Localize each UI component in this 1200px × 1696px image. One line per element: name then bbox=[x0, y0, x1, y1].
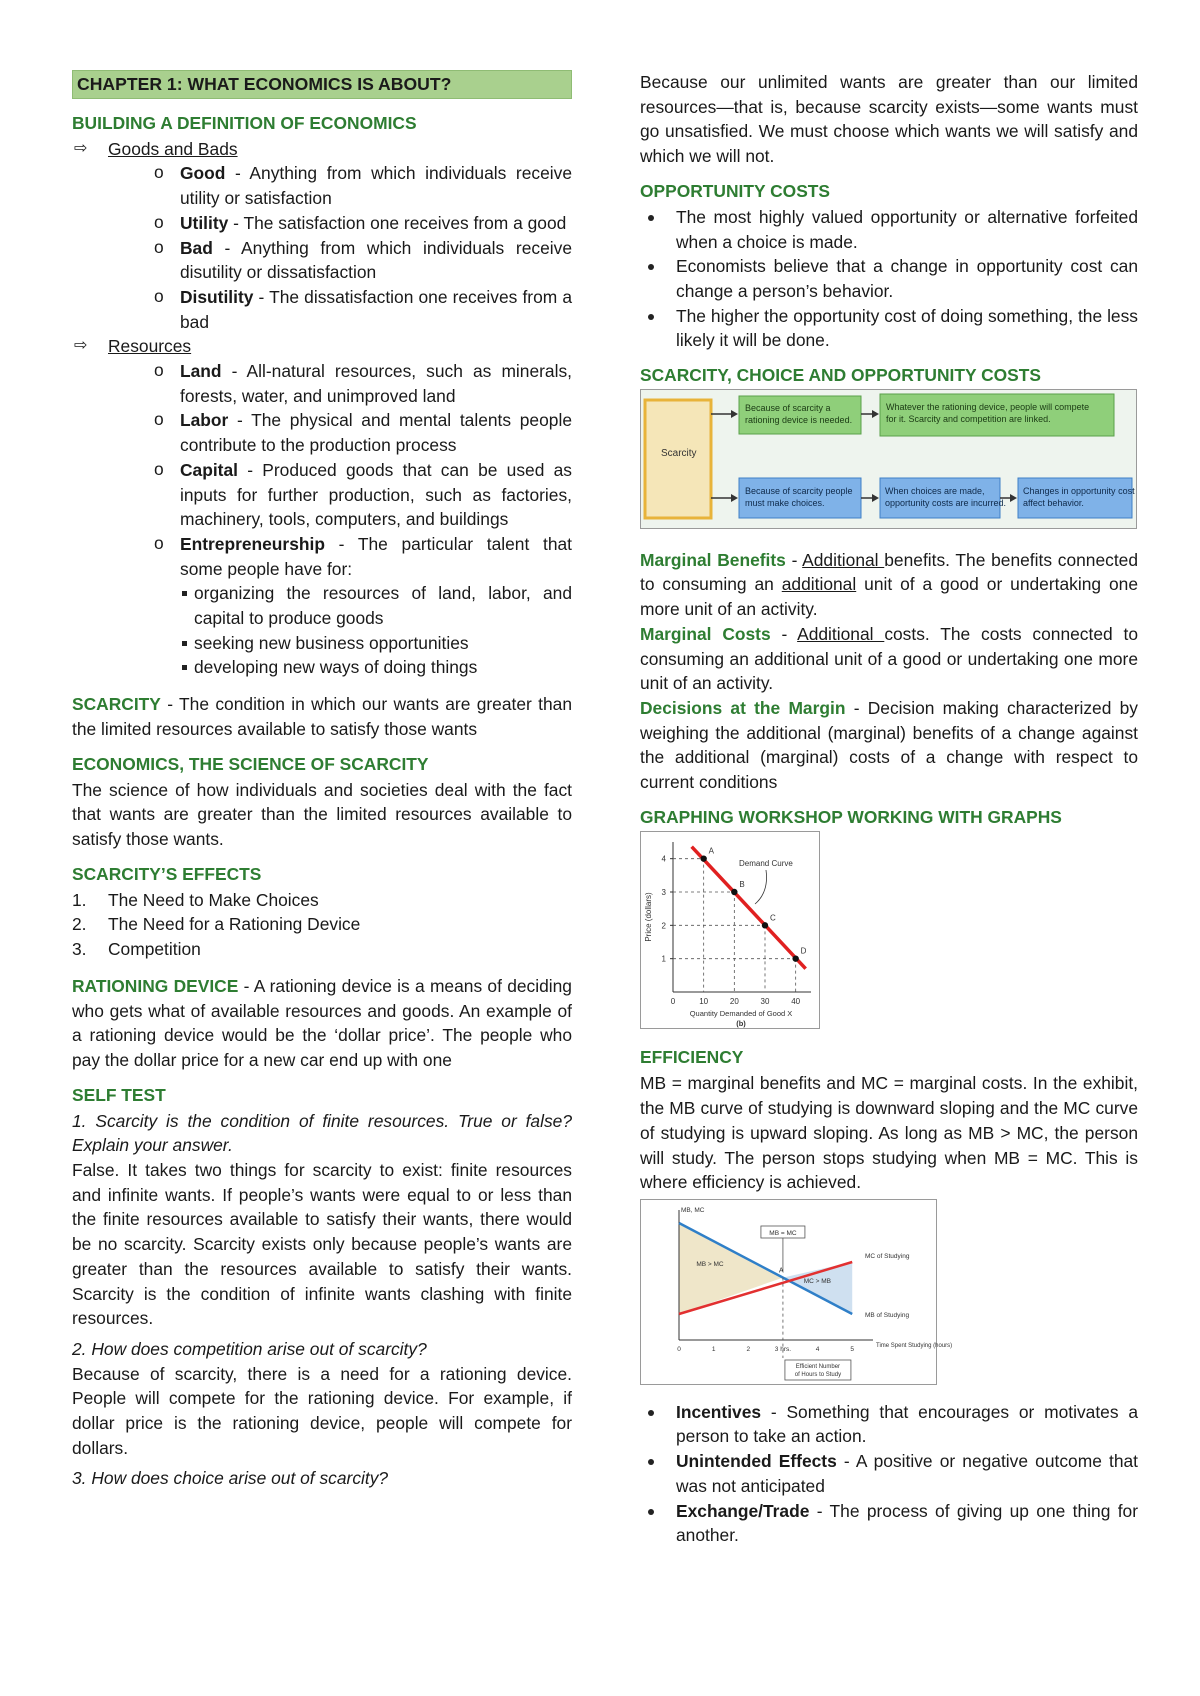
list-item: o Good - Anything from which individuals receive utility or satisfaction bbox=[154, 162, 572, 209]
question-3: 3. How does choice arise out of scarcity? bbox=[72, 1468, 389, 1489]
scarcity-effects-heading: SCARCITY’S EFFECTS bbox=[72, 863, 262, 884]
x-tick-label: 4 bbox=[815, 1345, 820, 1353]
answer-2: Because of scarcity, there is a need for a rationing device. People will compete for the rationing device. For example, if dollar price is the rationing device, people will compete for dollars. bbox=[72, 1363, 572, 1458]
x-tick-label: 10 bbox=[699, 996, 709, 1006]
efficiency-heading: EFFICIENCY bbox=[640, 1047, 744, 1068]
y-tick-label: 3 bbox=[661, 887, 666, 897]
final-terms-list bbox=[640, 1400, 1138, 1548]
right-column bbox=[640, 70, 1138, 1548]
scarcity-flow-diagram bbox=[640, 389, 1137, 529]
flow-text: Changes in opportunity cost bbox=[1023, 486, 1135, 497]
y-tick-label: 4 bbox=[661, 854, 666, 864]
circle-bullet-icon: o bbox=[154, 285, 164, 306]
flow-text: rationing device is needed. bbox=[745, 415, 853, 426]
list-item: Incentives - Something that encourages or motivates a person to take an action. bbox=[640, 1400, 1138, 1449]
decisions-margin-definition: Decisions at the Margin - Decision making characterized by weighing the additional (marginal) benefits of a change against the additional (marginal) costs of a change with respect to current conditions bbox=[640, 697, 1138, 793]
efficient-label-line: Efficient Number bbox=[795, 1363, 841, 1370]
mc-gt-mb-label: MC > MB bbox=[803, 1277, 831, 1285]
annotation-arrow bbox=[755, 870, 767, 904]
demand-curve-chart bbox=[640, 831, 820, 1029]
demand-curve-annotation: Demand Curve bbox=[739, 858, 793, 868]
flow-text: opportunity costs are incurred. bbox=[885, 498, 1007, 509]
x-tick-label: 3 hrs. bbox=[774, 1345, 792, 1353]
mc-gt-mb-region bbox=[783, 1262, 852, 1314]
list-item: o Disutility - The dissatisfaction one receives from a bad bbox=[154, 285, 572, 332]
arrow-right-icon: ⇨ bbox=[74, 139, 88, 157]
flow-text: Because of scarcity people bbox=[745, 486, 853, 497]
x-tick-label: 20 bbox=[729, 996, 739, 1006]
list-item: 1. The Need to Make Choices bbox=[72, 889, 319, 910]
flow-box-scarcity bbox=[645, 400, 711, 518]
list-item: Unintended Effects - A positive or negative outcome that was not anticipated bbox=[640, 1449, 1138, 1498]
mb-gt-mc-label: MB > MC bbox=[696, 1260, 724, 1268]
data-point bbox=[700, 855, 706, 861]
marginal-costs-definition: Marginal Costs - Additional costs. The costs connected to consuming an additional unit of a good or undertaking one more unit of an activity. bbox=[640, 623, 1138, 694]
economics-science-heading: ECONOMICS, THE SCIENCE OF SCARCITY bbox=[72, 753, 429, 774]
mb-eq-mc-label: MB = MC bbox=[769, 1229, 797, 1237]
y-tick-label: 1 bbox=[661, 954, 666, 964]
circle-bullet-icon: o bbox=[154, 211, 164, 232]
x-tick-label: 0 bbox=[677, 1345, 681, 1353]
x-tick-label: 40 bbox=[791, 996, 801, 1006]
list-item: o Bad - Anything from which individuals receive disutility or dissatisfaction bbox=[154, 236, 572, 283]
list-item: o Entrepreneurship - The particular talent that some people have for: organizing the resources of land, labor, and capital to produce goods seeking new business opportunities developing new ways of doing things bbox=[152, 532, 572, 680]
x-axis-label: Quantity Demanded of Good X bbox=[689, 1008, 793, 1018]
entrepreneurship-sublist bbox=[180, 581, 572, 680]
flow-text: Because of scarcity a bbox=[745, 403, 831, 414]
goods-list bbox=[108, 161, 572, 334]
flow-text: must make choices. bbox=[745, 498, 825, 509]
mc-curve-label: MC of Studying bbox=[865, 1252, 910, 1260]
economics-science-text: The science of how individuals and societies deal with the fact that wants are greater than the limited resources available to satisfy those wants. bbox=[72, 779, 572, 849]
list-item: Economists believe that a change in opportunity cost can change a person’s behavior. bbox=[640, 254, 1138, 303]
list-item: o Utility - The satisfaction one receives from a good bbox=[154, 211, 567, 233]
chapter-title: CHAPTER 1: WHAT ECONOMICS IS ABOUT? bbox=[72, 70, 572, 99]
y-tick-label: 2 bbox=[661, 921, 666, 931]
efficient-label-line: of Hours to Study bbox=[794, 1371, 842, 1378]
list-item: o Capital - Produced goods that can be used as inputs for further production, such as factories, machinery, tools, computers, and buildings bbox=[154, 458, 572, 530]
flow-text: affect behavior. bbox=[1023, 498, 1084, 509]
list-item: developing new ways of doing things bbox=[180, 655, 572, 680]
point-label: C bbox=[770, 913, 776, 923]
list-item: seeking new business opportunities bbox=[180, 631, 572, 656]
question-1: 1. Scarcity is the condition of finite resources. True or false? Explain your answer. bbox=[72, 1110, 572, 1156]
opportunity-costs-list bbox=[640, 205, 1138, 353]
x-tick-label: 0 bbox=[670, 996, 676, 1006]
scarcity-definition: SCARCITY - The condition in which our wants are greater than the limited resources available to satisfy those wants bbox=[72, 694, 572, 739]
flow-text: for it. Scarcity and competition are linked. bbox=[886, 414, 1051, 425]
goods-and-bads-item: ⇨ Goods and Bads o Good - Anything from which individuals receive utility or satisfaction o Utility - The satisfaction one receives from a good o Bad - Anything from which individuals receive disutility or dissatisfaction o Disutility - The dissatisfaction one receives from a bad bbox=[72, 137, 572, 335]
y-axis-label: MB, MC bbox=[681, 1206, 705, 1214]
x-axis-label: Time Spent Studying (hours) bbox=[876, 1342, 953, 1349]
chart-caption: (b) bbox=[736, 1018, 746, 1028]
self-test-heading: SELF TEST bbox=[72, 1084, 166, 1105]
list-item: 2. The Need for a Rationing Device bbox=[72, 914, 361, 935]
mb-curve-label: MB of Studying bbox=[865, 1311, 910, 1319]
left-column bbox=[72, 70, 572, 1491]
data-point bbox=[731, 889, 737, 895]
circle-bullet-icon: o bbox=[154, 409, 164, 430]
list-item: 3. Competition bbox=[72, 939, 201, 960]
x-tick-label: 1 bbox=[711, 1345, 716, 1353]
intro-paragraph: Because our unlimited wants are greater than our limited resources—that is, because scarcity exists—some wants must go unsatisfied. We must choose which wants we will satisfy and which we will not. bbox=[640, 72, 1138, 167]
circle-bullet-icon: o bbox=[154, 458, 164, 479]
flow-text: Whatever the rationing device, people will compete bbox=[886, 402, 1090, 413]
efficient-point-label: A bbox=[778, 1267, 784, 1275]
arrow-right-icon: ⇨ bbox=[74, 337, 88, 355]
circle-bullet-icon: o bbox=[154, 360, 164, 381]
point-label: D bbox=[800, 946, 807, 956]
x-tick-label: 2 bbox=[746, 1345, 751, 1353]
list-item: organizing the resources of land, labor, and capital to produce goods bbox=[180, 581, 572, 630]
circle-bullet-icon: o bbox=[154, 162, 164, 183]
circle-bullet-icon: o bbox=[154, 236, 164, 257]
y-axis-label: Price (dollars) bbox=[644, 892, 653, 942]
graphing-workshop-heading: GRAPHING WORKSHOP WORKING WITH GRAPHS bbox=[640, 806, 1062, 827]
opportunity-costs-heading: OPPORTUNITY COSTS bbox=[640, 180, 831, 201]
rationing-device-definition: RATIONING DEVICE - A rationing device is a means of deciding who gets what of available resources and goods. An example of a rationing device would be the ‘dollar price’. The people who pay the dollar price for a new car end up with one bbox=[72, 975, 572, 1070]
building-definition-heading: BUILDING A DEFINITION OF ECONOMICS bbox=[72, 112, 417, 133]
mb-mc-chart bbox=[640, 1199, 953, 1385]
resources-item: ⇨ Resources o Land - All-natural resources, such as minerals, forests, water, and unimproved land o Labor - The physical and mental talents people contribute to the production process o Capital - Produced goods that can be used as inputs for further production, such as factories, machinery, tools, computers, and buildings o Entrepreneurship - The particular talent that some people have for: organizing the resources of land, labor, and capital to produce goods seeking new business opportunities developing new ways of doing things bbox=[72, 334, 572, 680]
x-tick-label: 30 bbox=[760, 996, 770, 1006]
scarcity-effects-list bbox=[72, 888, 572, 962]
scarcity-choice-heading: SCARCITY, CHOICE AND OPPORTUNITY COSTS bbox=[640, 365, 1041, 386]
data-point bbox=[762, 922, 768, 928]
marginal-benefits-definition: Marginal Benefits - Additional benefits. The benefits connected to consuming an additional unit of a good or undertaking one more unit of an activity. bbox=[640, 549, 1139, 620]
x-tick-label: 5 bbox=[850, 1345, 855, 1353]
point-label: A bbox=[708, 846, 715, 856]
efficiency-text: MB = marginal benefits and MC = marginal costs. In the exhibit, the MB curve of studying is downward sloping and the MC curve of studying is upward sloping. As long as MB > MC, the person will study. The person stops studying when MB = MC. This is where efficiency is achieved. bbox=[640, 1073, 1138, 1193]
list-item: The higher the opportunity cost of doing something, the less likely it will be done. bbox=[640, 304, 1138, 353]
definition-list bbox=[72, 137, 572, 680]
list-item: Exchange/Trade - The process of giving up one thing for another. bbox=[640, 1499, 1138, 1548]
flow-text: When choices are made, bbox=[885, 486, 985, 497]
flow-scarcity-label: Scarcity bbox=[661, 448, 697, 460]
point-label: B bbox=[739, 879, 745, 889]
list-item: o Land - All-natural resources, such as minerals, forests, water, and unimproved land bbox=[154, 360, 572, 406]
question-2: 2. How does competition arise out of scarcity? bbox=[72, 1338, 427, 1359]
resources-list bbox=[108, 359, 572, 680]
answer-1: False. It takes two things for scarcity to exist: finite resources and infinite wants. If people’s wants were equal to or less than the finite resources available to satisfy their wants, there would be no scarcity. Scarcity exists only because people’s wants are greater than the resources available to satisfy their wants. Scarcity is the condition of infinite wants clashing with finite resources. bbox=[72, 1160, 572, 1329]
circle-bullet-icon: o bbox=[154, 532, 164, 553]
list-item: The most highly valued opportunity or alternative forfeited when a choice is made. bbox=[640, 205, 1138, 254]
list-item: o Labor - The physical and mental talents people contribute to the production process bbox=[154, 409, 572, 456]
data-point bbox=[792, 955, 798, 961]
